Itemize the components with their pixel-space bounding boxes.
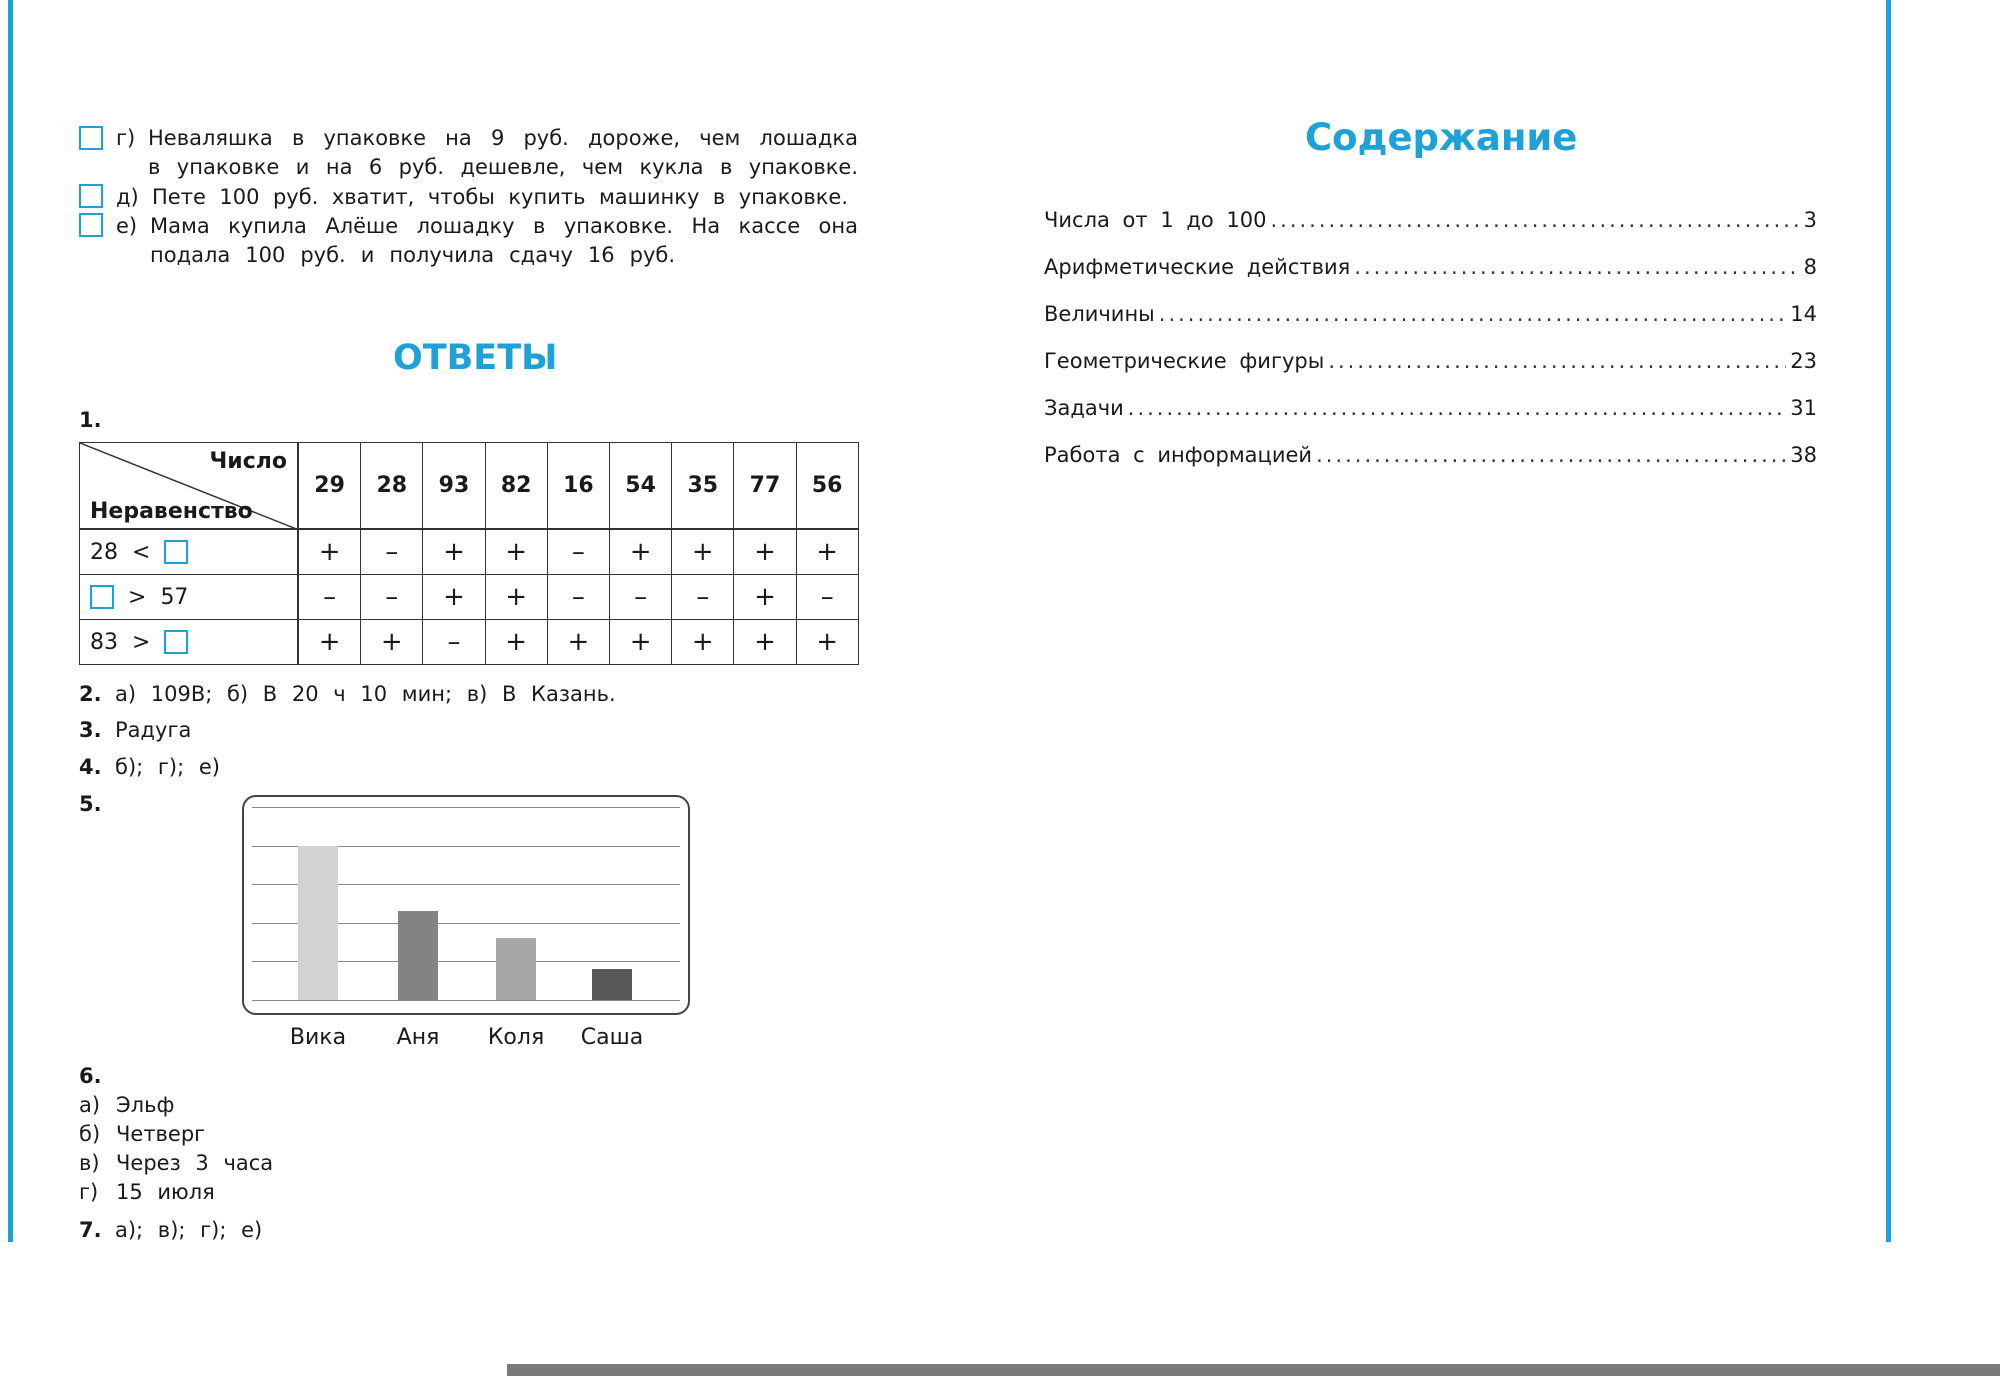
inequality-cell [79,574,298,620]
q6-item-d-text: 15 июля [116,1180,215,1204]
table-mark-cell: + [796,529,859,575]
toc-entry-title: Арифметические действия [1044,255,1351,279]
toc-entry-title: Величины [1044,302,1155,326]
toc-entry-title: Числа от 1 до 100 [1044,208,1267,232]
table-mark-cell: + [671,529,734,575]
toc-entry-page: 14 [1790,302,1817,326]
corner-bottom-label: Неравенство [90,499,253,524]
table-number-header: 54 [609,442,672,529]
option-g-line2: в упаковке и на 6 руб. дешевле, чем кукла в упаковке. [148,155,858,179]
toc-leader-dots [1328,349,1786,373]
q6-number: 6. [79,1064,102,1088]
option-g-line1: Неваляшка в упаковке на 9 руб. дороже, чем лошадка [148,126,858,150]
table-mark-cell: + [547,619,610,665]
toc-entry[interactable] [1044,255,1817,279]
table-mark-cell: + [485,529,548,575]
table-number-header: 82 [485,442,548,529]
q2-number: 2. [79,682,102,706]
toc-entry-page: 3 [1803,208,1817,232]
q6-item-a-letter: а) [79,1093,101,1117]
q6-item-b-letter: б) [79,1122,101,1146]
table-number-header: 56 [796,442,859,529]
q6-item-a-text: Эльф [116,1093,175,1117]
table-mark-cell: + [422,574,485,620]
toc-entry-title: Задачи [1044,396,1124,420]
option-d-checkbox[interactable] [79,184,103,208]
chart-category-label: Аня [396,1025,440,1050]
q1-number: 1. [79,408,102,432]
q2-answer: а) 109В; б) В 20 ч 10 мин; в) В Казань. [115,682,616,706]
table-mark-cell: + [609,619,672,665]
table-mark-cell: – [609,574,672,620]
option-d-line1: Пете 100 руб. хватит, чтобы купить машинку в упаковке. [152,185,848,209]
table-number-header: 77 [733,442,796,529]
toc-entry[interactable] [1044,208,1817,232]
toc-leader-dots [1159,302,1787,326]
chart-gridline [252,807,680,808]
q6-item-b-text: Четверг [116,1122,206,1146]
inequality-cell [79,619,298,665]
table-mark-cell: – [547,529,610,575]
table-number-header: 35 [671,442,734,529]
table-number-header: 16 [547,442,610,529]
blank-box [164,540,188,564]
toc-title: Содержание [1305,116,1578,159]
bottom-bar [507,1364,2000,1376]
table-mark-cell: + [796,619,859,665]
q5-number: 5. [79,792,102,816]
table-mark-cell: – [298,574,361,620]
left-page-border [8,0,13,1242]
table-mark-cell: + [733,574,796,620]
toc-leader-dots [1128,396,1786,420]
table-mark-cell: + [360,619,423,665]
option-e-checkbox[interactable] [79,213,103,237]
q6-item-c-letter: в) [79,1151,100,1175]
chart-category-label: Коля [487,1025,545,1050]
option-e-line1: Мама купила Алёше лошадку в упаковке. На кассе она [150,214,858,238]
table-mark-cell: + [485,619,548,665]
blank-box [164,630,188,654]
toc-leader-dots [1270,208,1799,232]
chart-gridline [252,1000,680,1001]
option-d-letter: д) [116,185,139,209]
toc-leader-dots [1316,443,1786,467]
toc-entry-page: 38 [1790,443,1817,467]
inequality-left-value: 28 [90,539,118,565]
table-mark-cell: – [360,529,423,575]
table-corner-cell [79,442,298,529]
q6-item-c-text: Через 3 часа [116,1151,274,1175]
inequality-right-value: 57 [160,584,189,610]
table-mark-cell: + [298,529,361,575]
toc-entry[interactable] [1044,443,1817,467]
inequality-operator: > [128,584,147,610]
chart-bar [496,938,536,1000]
option-e-letter: е) [116,214,138,238]
table-mark-cell: + [733,619,796,665]
table-mark-cell: + [298,619,361,665]
option-e-line2: подала 100 руб. и получила сдачу 16 руб. [150,243,675,267]
chart-bar [592,969,632,1000]
toc-entry-page: 31 [1790,396,1817,420]
q3-number: 3. [79,718,102,742]
chart-bar [298,846,338,1000]
q7-answer: а); в); г); е) [115,1218,263,1242]
chart-category-label: Саша [580,1025,644,1050]
right-page-border [1886,0,1891,1242]
table-number-header: 28 [360,442,423,529]
toc-entry[interactable] [1044,349,1817,373]
q4-answer: б); г); е) [115,755,220,779]
table-number-header: 29 [298,442,361,529]
option-g-letter: г) [116,126,136,150]
toc-entry-title: Работа с информацией [1044,443,1313,467]
table-mark-cell: – [671,574,734,620]
inequality-operator: < [132,539,151,565]
table-mark-cell: + [609,529,672,575]
inequality-left-value: 83 [90,629,118,655]
blank-box [90,585,114,609]
chart-category-label: Вика [289,1025,347,1050]
table-mark-cell: – [422,619,485,665]
q7-number: 7. [79,1218,102,1242]
toc-entry-page: 23 [1790,349,1817,373]
q6-item-d-letter: г) [79,1180,99,1204]
answers-title: ОТВЕТЫ [393,338,558,378]
corner-top-label: Число [209,449,287,474]
inequality-cell [79,529,298,575]
chart-bar [398,911,438,1000]
toc-entry[interactable] [1044,302,1817,326]
table-mark-cell: – [360,574,423,620]
table-mark-cell: + [422,529,485,575]
table-number-header: 93 [422,442,485,529]
table-mark-cell: + [733,529,796,575]
toc-entry-page: 8 [1803,255,1817,279]
table-mark-cell: – [547,574,610,620]
toc-leader-dots [1354,255,1799,279]
answers-table [79,442,858,664]
inequality-operator: > [132,629,151,655]
toc-entry[interactable] [1044,396,1817,420]
toc-entry-title: Геометрические фигуры [1044,349,1325,373]
option-g-checkbox[interactable] [79,126,103,150]
table-mark-cell: – [796,574,859,620]
q3-answer: Радуга [115,718,192,742]
q4-number: 4. [79,755,102,779]
table-mark-cell: + [485,574,548,620]
table-mark-cell: + [671,619,734,665]
